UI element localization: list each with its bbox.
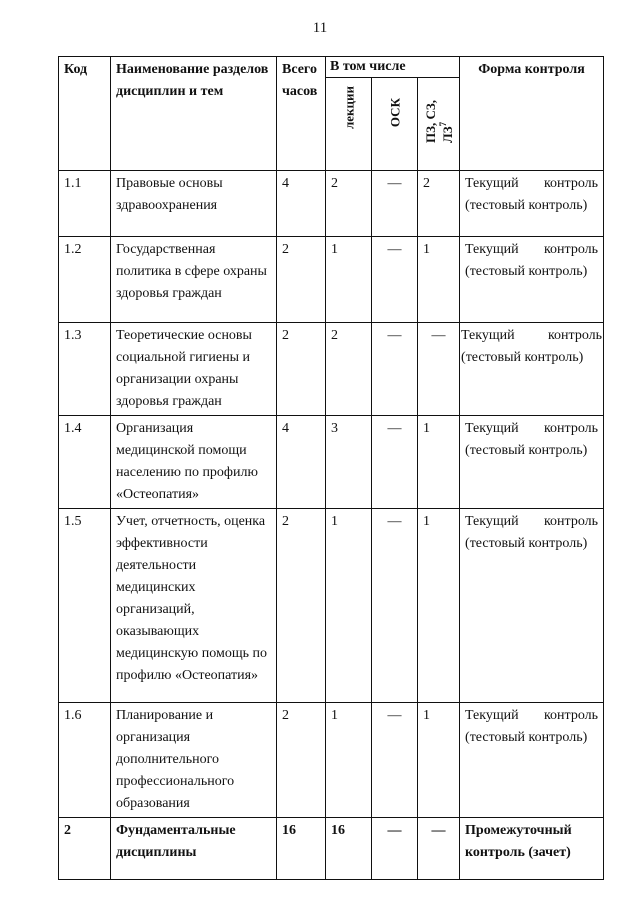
header-lectures: лекции	[341, 86, 356, 130]
row-lectures: 2	[326, 323, 372, 416]
row-total: 16	[277, 818, 326, 880]
row-lectures: 16	[326, 818, 372, 880]
row-pz: 2	[418, 171, 460, 237]
row-pz: —	[418, 323, 460, 416]
header-osk-cell	[372, 78, 418, 171]
row-form-line1: Текущий контроль	[465, 176, 599, 191]
row-total: 2	[277, 237, 326, 323]
row-osk: —	[372, 703, 418, 818]
row-name: Фундаментальные дисциплины	[111, 818, 277, 880]
row-form-line2: (тестовый контроль)	[461, 350, 584, 365]
row-form-line2: (тестовый контроль)	[465, 198, 588, 213]
table-row	[59, 818, 604, 880]
table-row	[59, 416, 604, 509]
row-lectures: 2	[326, 171, 372, 237]
header-lectures-cell	[326, 78, 372, 171]
header-code: Код	[59, 57, 111, 171]
row-pz: 1	[418, 703, 460, 818]
row-total: 4	[277, 416, 326, 509]
row-form	[460, 171, 604, 237]
row-lectures: 3	[326, 416, 372, 509]
row-osk: —	[372, 818, 418, 880]
row-code: 1.3	[59, 323, 111, 416]
row-form-line1: Текущий контроль	[465, 708, 599, 723]
table-row	[59, 703, 604, 818]
row-name: Учет, отчетность, оценка эффективности деятельности медицинских организаций, оказывающих медицинскую помощь по профилю «Остеопатия»	[111, 509, 277, 703]
row-form-line1: Текущий контроль	[465, 242, 599, 257]
row-form	[460, 818, 604, 880]
row-form	[460, 509, 604, 703]
row-name: Государственная политика в сфере охраны здоровья граждан	[111, 237, 277, 323]
table-row	[59, 509, 604, 703]
row-code: 1.6	[59, 703, 111, 818]
row-code: 1.2	[59, 237, 111, 323]
page-number: 11	[312, 20, 328, 36]
header-total: Всего часов	[277, 57, 326, 171]
row-code: 2	[59, 818, 111, 880]
row-form-line2: контроль (зачет)	[465, 845, 571, 860]
table-header-row	[59, 57, 604, 78]
header-lz: ЛЗ	[439, 126, 455, 143]
header-form: Форма контроля	[460, 57, 604, 171]
row-form	[460, 323, 604, 416]
header-pz-cell	[418, 78, 460, 171]
row-pz: —	[418, 818, 460, 880]
header-osk: ОСК	[387, 98, 402, 128]
row-name: Организация медицинской помощи населению по профилю «Остеопатия»	[111, 416, 277, 509]
header-including: В том числе	[326, 57, 460, 78]
row-pz: 1	[418, 416, 460, 509]
row-total: 4	[277, 171, 326, 237]
header-name: Наименование разделов дисциплин и тем	[111, 57, 277, 171]
row-form-line2: (тестовый контроль)	[465, 730, 588, 745]
row-form-line2: (тестовый контроль)	[465, 536, 588, 551]
header-lz-sup: 7	[437, 121, 448, 127]
row-code: 1.1	[59, 171, 111, 237]
row-form-line1: Текущий контроль	[465, 421, 599, 436]
row-name: Теоретические основы социальной гигиены и организации охраны здоровья граждан	[111, 323, 277, 416]
row-osk: —	[372, 509, 418, 703]
row-osk: —	[372, 323, 418, 416]
table-row	[59, 323, 604, 416]
row-form-line1: Текущий контроль	[461, 328, 603, 343]
row-form-line2: (тестовый контроль)	[465, 264, 588, 279]
row-form-line1: Текущий контроль	[465, 514, 599, 529]
row-total: 2	[277, 323, 326, 416]
header-pz-sz: ПЗ, СЗ,	[422, 100, 438, 143]
row-lectures: 1	[326, 703, 372, 818]
row-form	[460, 703, 604, 818]
row-osk: —	[372, 237, 418, 323]
row-total: 2	[277, 703, 326, 818]
row-form-line2: (тестовый контроль)	[465, 443, 588, 458]
row-total: 2	[277, 509, 326, 703]
row-osk: —	[372, 416, 418, 509]
header-pz	[423, 100, 453, 143]
row-name: Планирование и организация дополнительного профессионального образования	[111, 703, 277, 818]
row-pz: 1	[418, 237, 460, 323]
row-name: Правовые основы здравоохранения	[111, 171, 277, 237]
discipline-table	[58, 56, 604, 880]
row-pz: 1	[418, 509, 460, 703]
row-form	[460, 237, 604, 323]
row-form	[460, 416, 604, 509]
row-form-line1: Промежуточный	[465, 823, 572, 838]
row-lectures: 1	[326, 237, 372, 323]
table-row	[59, 171, 604, 237]
row-osk: —	[372, 171, 418, 237]
table-row	[59, 237, 604, 323]
row-code: 1.4	[59, 416, 111, 509]
row-lectures: 1	[326, 509, 372, 703]
row-code: 1.5	[59, 509, 111, 703]
